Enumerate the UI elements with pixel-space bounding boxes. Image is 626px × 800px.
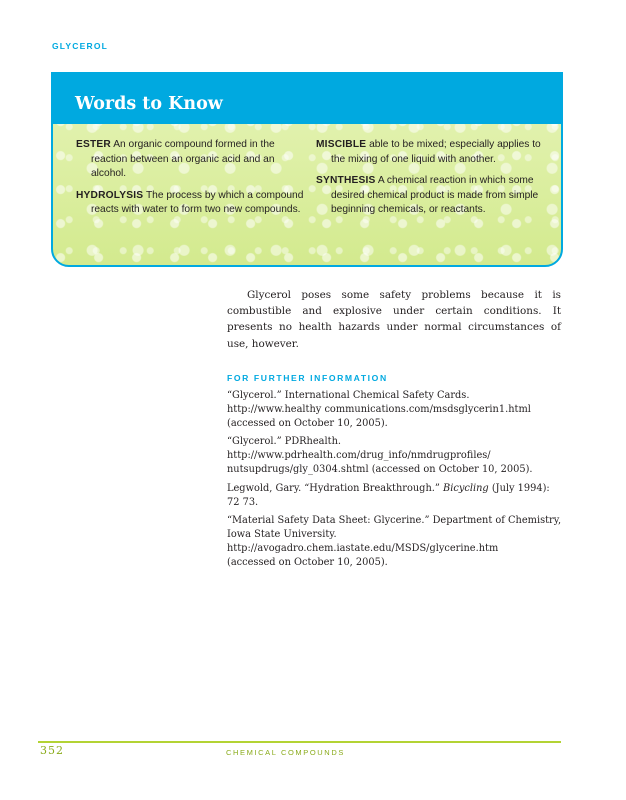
glossary-term: ESTER <box>76 139 111 150</box>
glossary-entry-miscible <box>316 138 541 167</box>
reference-url: http://www.pdrhealth.com/drug_info/nmdrugprofiles/ <box>227 450 491 462</box>
glossary-term: SYNTHESIS <box>316 175 376 186</box>
words-to-know-title: Words to Know <box>75 94 223 114</box>
reference-line: 72 73. <box>227 496 259 508</box>
reference-line: Iowa State University. <box>227 529 337 541</box>
further-info-heading: FOR FURTHER INFORMATION <box>227 373 388 383</box>
reference-line: “Glycerol.” PDRhealth. <box>227 436 342 448</box>
glossary-definition: A chemical reaction in which some desired chemical product is made from simple beginning chemicals, or reactants. <box>331 175 539 215</box>
footer-book-title: CHEMICAL COMPOUNDS <box>226 748 345 757</box>
body-paragraph: Glycerol poses some safety problems because it is combustible and explosive under certain conditions. It presents no health hazards under normal circumstances of use, however. <box>227 289 561 350</box>
glossary-definition: An organic compound formed in the reaction between an organic acid and an alcohol. <box>91 139 275 179</box>
reference-item <box>227 389 565 430</box>
glossary-entry-ester <box>76 138 306 182</box>
reference-line: (accessed on October 10, 2005). <box>227 556 388 568</box>
words-to-know-box <box>51 72 563 267</box>
reference-title-italic: Bicycling <box>443 482 489 494</box>
reference-url: http://avogadro.chem.iastate.edu/MSDS/glycerine.htm <box>227 542 499 554</box>
reference-line: “Material Safety Data Sheet: Glycerine.” Department of Chemistry, <box>227 515 562 527</box>
reference-text: (July 1994): <box>488 482 550 494</box>
glossary-entry-hydrolysis <box>76 189 306 218</box>
reference-item <box>227 514 565 569</box>
footer-rule <box>38 741 561 743</box>
reference-item <box>227 435 565 476</box>
reference-text: Legwold, Gary. “Hydration Breakthrough.” <box>227 482 443 494</box>
reference-line <box>227 482 565 496</box>
reference-line: (accessed on October 10, 2005). <box>227 417 388 429</box>
reference-line: nutsupdrugs/gly_0304.shtml (accessed on October 10, 2005). <box>227 463 533 475</box>
glossary-term: MISCIBLE <box>316 139 367 150</box>
reference-list <box>227 389 565 575</box>
running-head: GLYCEROL <box>52 41 109 51</box>
reference-line: “Glycerol.” International Chemical Safety Cards. <box>227 390 470 401</box>
glossary-definition: The process by which a compound reacts with water to form two new compounds. <box>91 189 304 215</box>
glossary-entry-synthesis <box>316 174 541 218</box>
page-number: 352 <box>40 744 64 757</box>
words-to-know-header <box>53 74 561 124</box>
glossary-definition: able to be mixed; especially applies to the mixing of one liquid with another. <box>331 139 541 165</box>
reference-url: http://www.healthy communications.com/msdsglycerin1.html <box>227 403 531 415</box>
words-to-know-right-column <box>316 138 541 225</box>
reference-item <box>227 482 565 510</box>
glossary-term: HYDROLYSIS <box>76 189 144 201</box>
words-to-know-left-column <box>76 138 306 225</box>
